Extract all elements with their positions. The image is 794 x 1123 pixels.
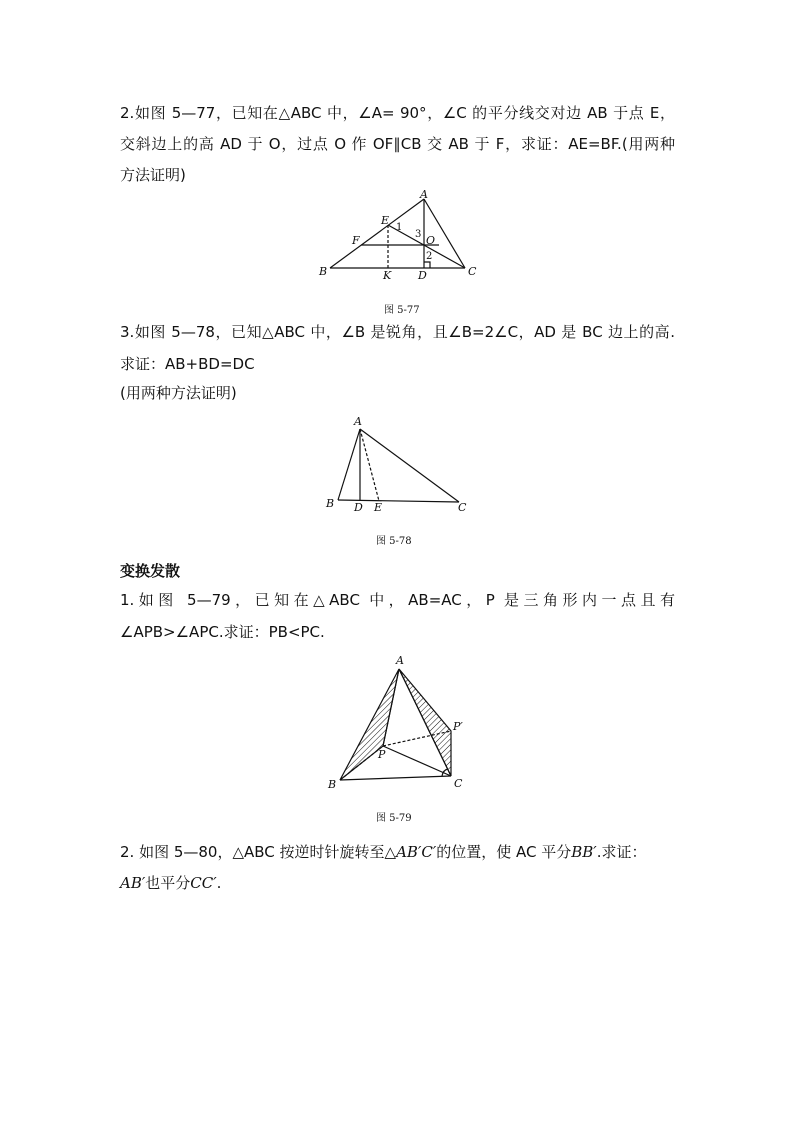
fig79-label-a: A — [396, 654, 404, 667]
fig77-angle-2: 2 — [426, 251, 433, 262]
fig78-label-b: B — [326, 497, 335, 510]
figure-5-77-caption: 图 5-77 — [384, 305, 420, 316]
variant-2-line-2-mid: 也平分 — [145, 874, 191, 892]
fig77-label-b: B — [319, 265, 328, 278]
fig78-side-ac — [360, 429, 459, 502]
variant-2-line-1 — [120, 842, 647, 862]
fig77-label-k: K — [383, 269, 392, 282]
variant-2-line-1-suffix: .求证： — [596, 843, 647, 861]
variant-2-line-2 — [120, 873, 221, 893]
figure-5-77 — [314, 188, 484, 283]
problem-3-line-1: 3.如图 5—78，已知△ABC 中，∠B 是锐角，且∠B=2∠C，AD 是 BC 边上的高. — [120, 323, 675, 341]
variant-1-line-2: ∠APB>∠APC.求证：PB<PC. — [120, 623, 325, 641]
figure-5-79-caption: 图 5-79 — [376, 813, 412, 824]
figure-5-79 — [322, 652, 472, 792]
fig78-segment-ae — [360, 429, 379, 501]
fig77-right-angle-d — [424, 262, 430, 268]
fig78-label-d: D — [354, 501, 363, 514]
variant-2-line-1-prefix: 2. 如图 5—80，△ABC 按逆时针旋转至△ — [120, 843, 397, 861]
fig78-label-c: C — [458, 501, 467, 514]
problem-3-line-3: (用两种方法证明) — [120, 384, 237, 402]
variant-2-math-abc-prime: AB′C′ — [396, 843, 437, 861]
fig77-angle-1: 1 — [396, 222, 403, 233]
variant-1-line-1: 1.如图 5—79，已知在△ABC 中，AB=AC，P 是三角形内一点且有 — [120, 591, 675, 609]
fig78-label-a: A — [354, 415, 362, 428]
fig77-side-ab — [330, 199, 424, 268]
figure-5-78-caption: 图 5-78 — [376, 536, 412, 547]
fig78-label-e: E — [374, 501, 383, 514]
fig77-angle-3: 3 — [415, 229, 422, 240]
fig79-label-c: C — [454, 777, 463, 790]
fig77-label-e: E — [381, 214, 390, 227]
fig77-label-o: O — [426, 234, 436, 247]
problem-2-line-3: 方法证明) — [120, 166, 186, 184]
fig79-label-b: B — [328, 778, 337, 791]
fig77-label-f: F — [352, 234, 360, 247]
fig77-label-a: A — [420, 188, 428, 201]
variant-2-math-ab-prime: AB′ — [120, 874, 146, 892]
problem-2-line-2: 交斜边上的高 AD 于 O，过点 O 作 OF∥CB 交 AB 于 F，求证：AE=BF.(用两种 — [120, 135, 675, 153]
variant-2-math-cc-prime: CC′ — [190, 874, 217, 892]
variant-2-math-bb-prime: BB′ — [571, 843, 597, 861]
variant-2-line-2-suffix: . — [216, 874, 222, 892]
fig79-angle-mark-c — [442, 769, 448, 776]
variant-2-line-1-mid: 的位置，使 AC 平分 — [436, 843, 572, 861]
section-title: 变换发散 — [120, 562, 181, 580]
fig77-label-d: D — [418, 269, 427, 282]
figure-5-78 — [322, 412, 472, 516]
fig79-side-bc — [340, 776, 451, 780]
fig79-label-p: P — [378, 748, 386, 761]
fig79-hatched-abp — [340, 669, 399, 780]
problem-3-line-2: 求证：AB+BD=DC — [120, 355, 255, 373]
fig77-label-c: C — [468, 265, 477, 278]
problem-2-line-1: 2.如图 5—77，已知在△ABC 中，∠A= 90°，∠C 的平分线交对边 AB 于点 E， — [120, 104, 675, 122]
fig79-label-pp: P′ — [453, 720, 463, 733]
fig78-side-ab — [338, 429, 360, 500]
